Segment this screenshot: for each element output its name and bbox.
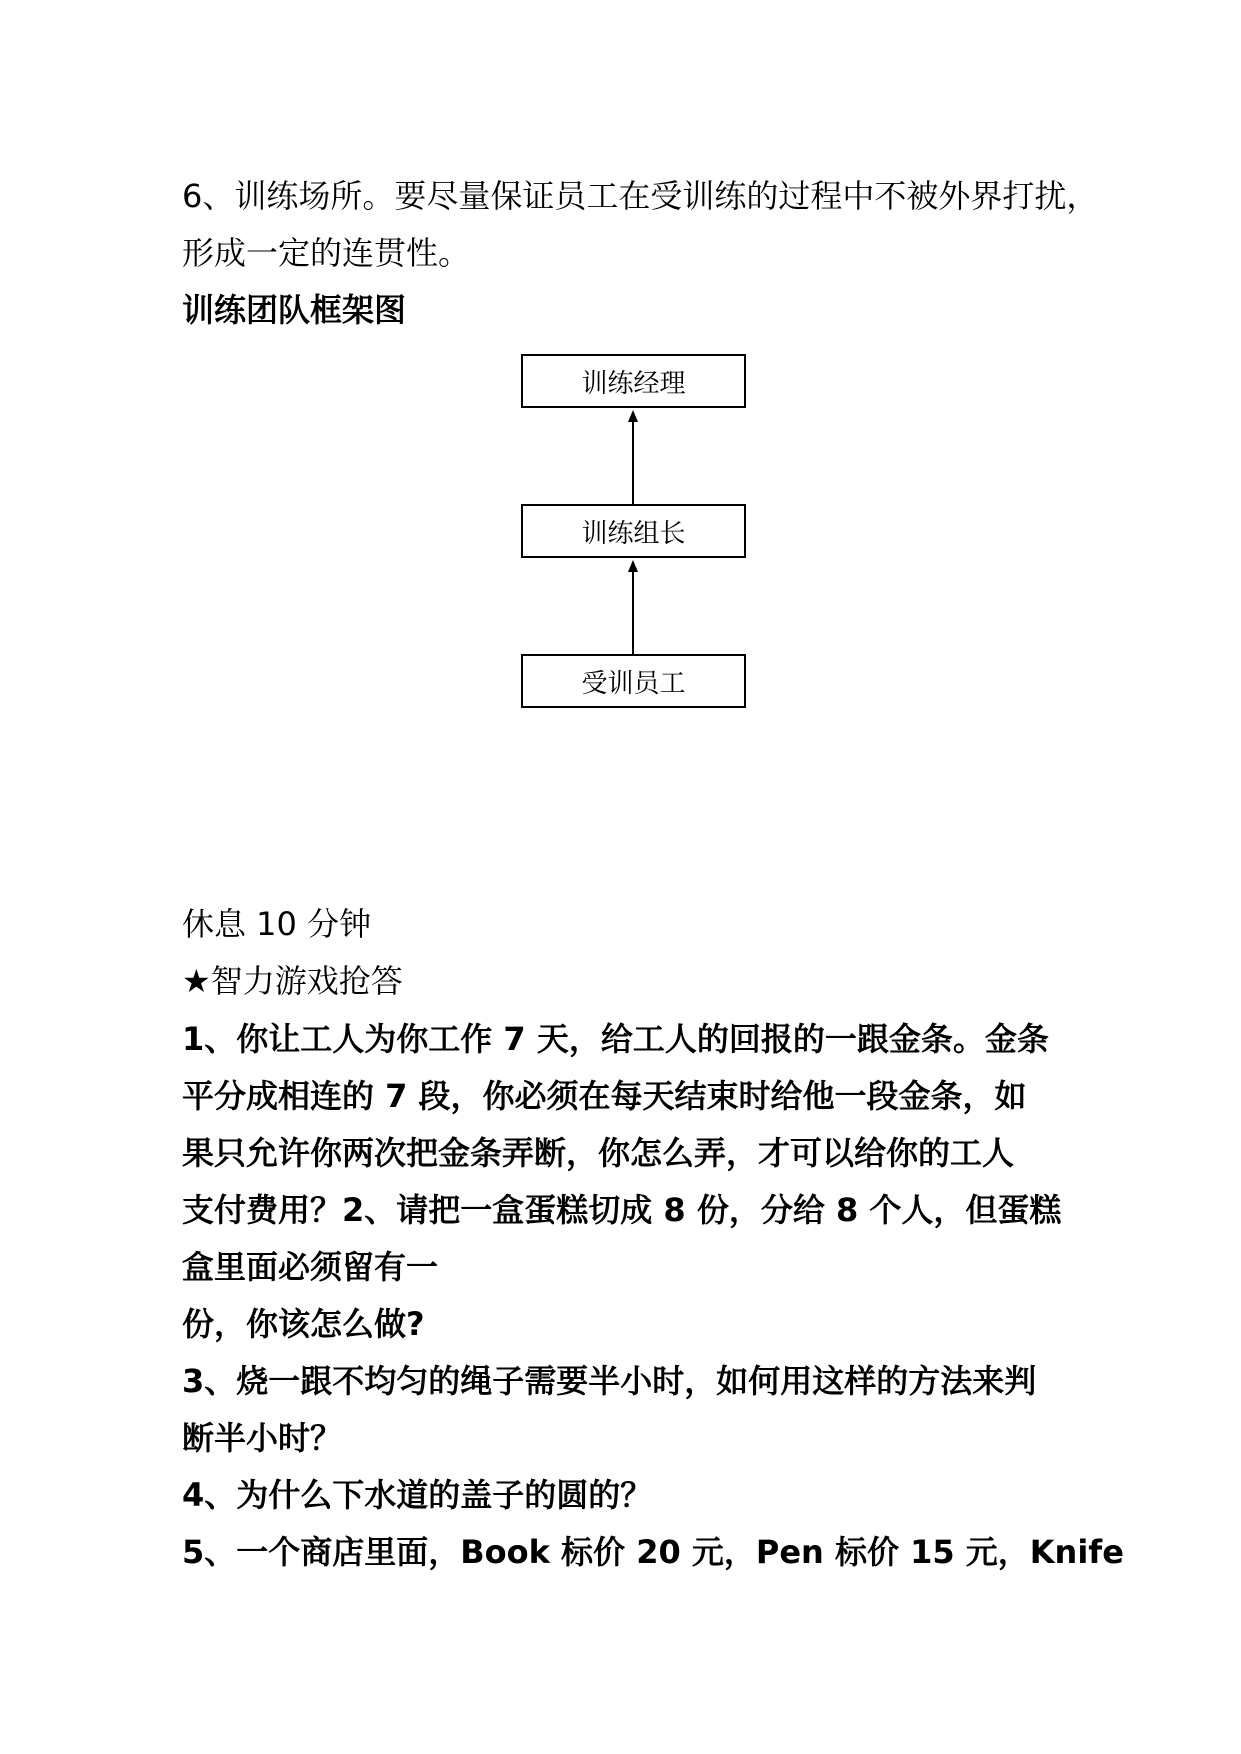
paragraph-line: 6、训练场所。要尽量保证员工在受训练的过程中不被外界打扰， bbox=[182, 177, 1099, 215]
diagram-box-trainee: 受训员工 bbox=[521, 654, 746, 708]
break-text: 休息 10 分钟 bbox=[182, 905, 372, 943]
diagram-heading: 训练团队框架图 bbox=[182, 291, 407, 329]
question-line: 5、一个商店里面，Book 标价 20 元，Pen 标价 15 元，Knife bbox=[182, 1533, 1124, 1571]
arrowhead-upper bbox=[628, 410, 638, 422]
question-line: 平分成相连的 7 段，你必须在每天结束时给他一段金条，如 bbox=[182, 1077, 1027, 1115]
question-line: 4、为什么下水道的盖子的圆的？ bbox=[182, 1476, 653, 1514]
diagram-box-team-leader: 训练组长 bbox=[521, 504, 746, 558]
game-title: ★智力游戏抢答 bbox=[182, 962, 403, 1000]
question-line: 1、你让工人为你工作 7 天，给工人的回报的一跟金条。金条 bbox=[182, 1020, 1049, 1058]
question-line: 断半小时？ bbox=[182, 1419, 343, 1457]
question-line: 果只允许你两次把金条弄断，你怎么弄，才可以给你的工人 bbox=[182, 1134, 1015, 1172]
question-line: 份，你该怎么做? bbox=[182, 1305, 425, 1343]
question-line: 盒里面必须留有一 bbox=[182, 1248, 439, 1286]
paragraph-line: 形成一定的连贯性。 bbox=[182, 234, 471, 272]
diagram-box-manager: 训练经理 bbox=[521, 354, 746, 408]
arrowhead-lower bbox=[628, 560, 638, 572]
question-line: 3、烧一跟不均匀的绳子需要半小时，如何用这样的方法来判 bbox=[182, 1362, 1037, 1400]
question-line: 支付费用？2、请把一盒蛋糕切成 8 份，分给 8 个人，但蛋糕 bbox=[182, 1191, 1062, 1229]
